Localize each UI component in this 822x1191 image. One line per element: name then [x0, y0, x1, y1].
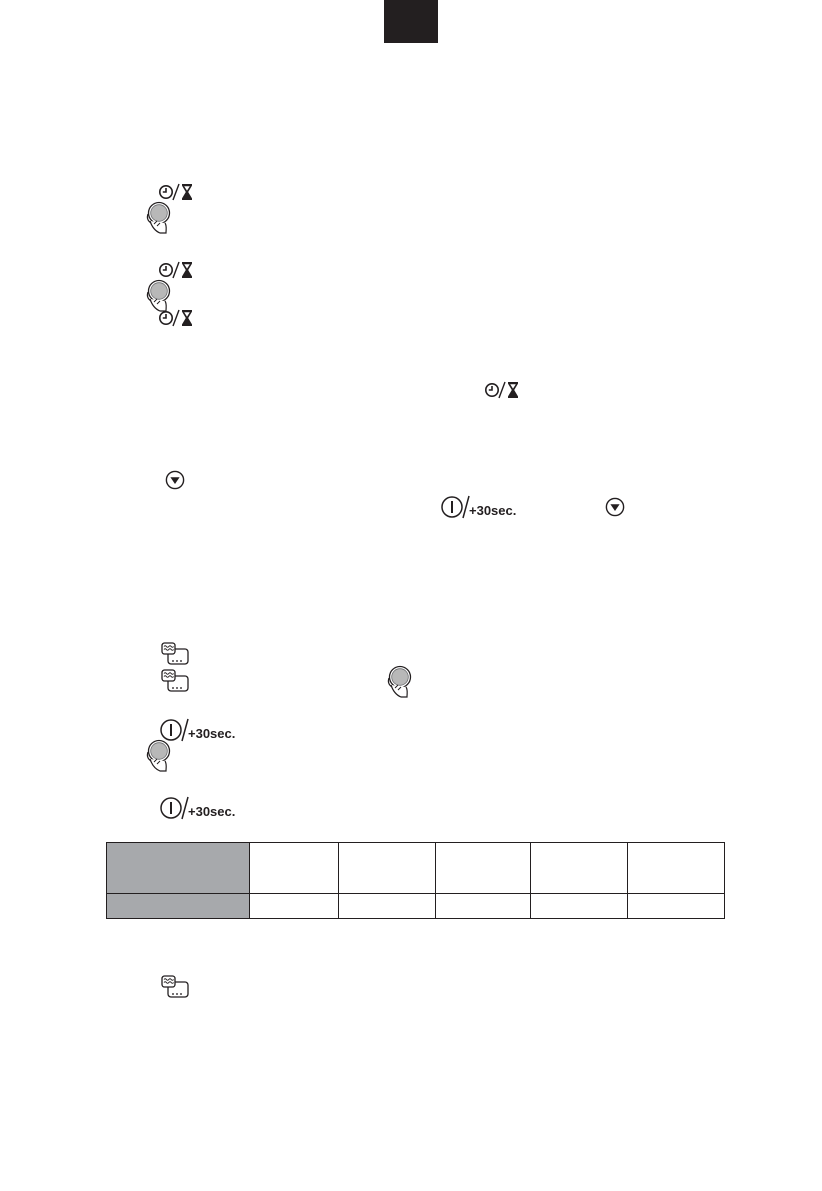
table-header-cell [107, 894, 250, 919]
table-cell [339, 843, 436, 894]
start-30sec-icon [441, 494, 527, 520]
table-cell [531, 894, 628, 919]
down-arrow-icon [605, 497, 625, 517]
microwave-icon [160, 669, 190, 693]
microwave-icon [160, 975, 190, 999]
table-cell [250, 894, 339, 919]
power-table [106, 842, 725, 919]
clock-hourglass-icon [158, 183, 194, 201]
start-30sec-icon [160, 795, 246, 821]
table-cell [628, 843, 725, 894]
knob-hand-icon [144, 278, 174, 312]
knob-hand-icon [144, 200, 174, 234]
table-cell [339, 894, 436, 919]
table-header-cell [107, 843, 250, 894]
table-cell [531, 843, 628, 894]
table-row [107, 843, 725, 894]
table-row [107, 894, 725, 919]
clock-hourglass-icon [158, 261, 194, 279]
knob-hand-icon [385, 664, 415, 698]
table-cell [250, 843, 339, 894]
microwave-icon [160, 642, 190, 666]
table-cell [628, 894, 725, 919]
table-cell [436, 843, 531, 894]
table-cell [436, 894, 531, 919]
page-tab-marker [384, 0, 438, 43]
clock-hourglass-icon [484, 381, 520, 399]
start-30sec-icon [160, 717, 246, 743]
knob-hand-icon [144, 738, 174, 772]
down-arrow-icon [165, 470, 185, 490]
